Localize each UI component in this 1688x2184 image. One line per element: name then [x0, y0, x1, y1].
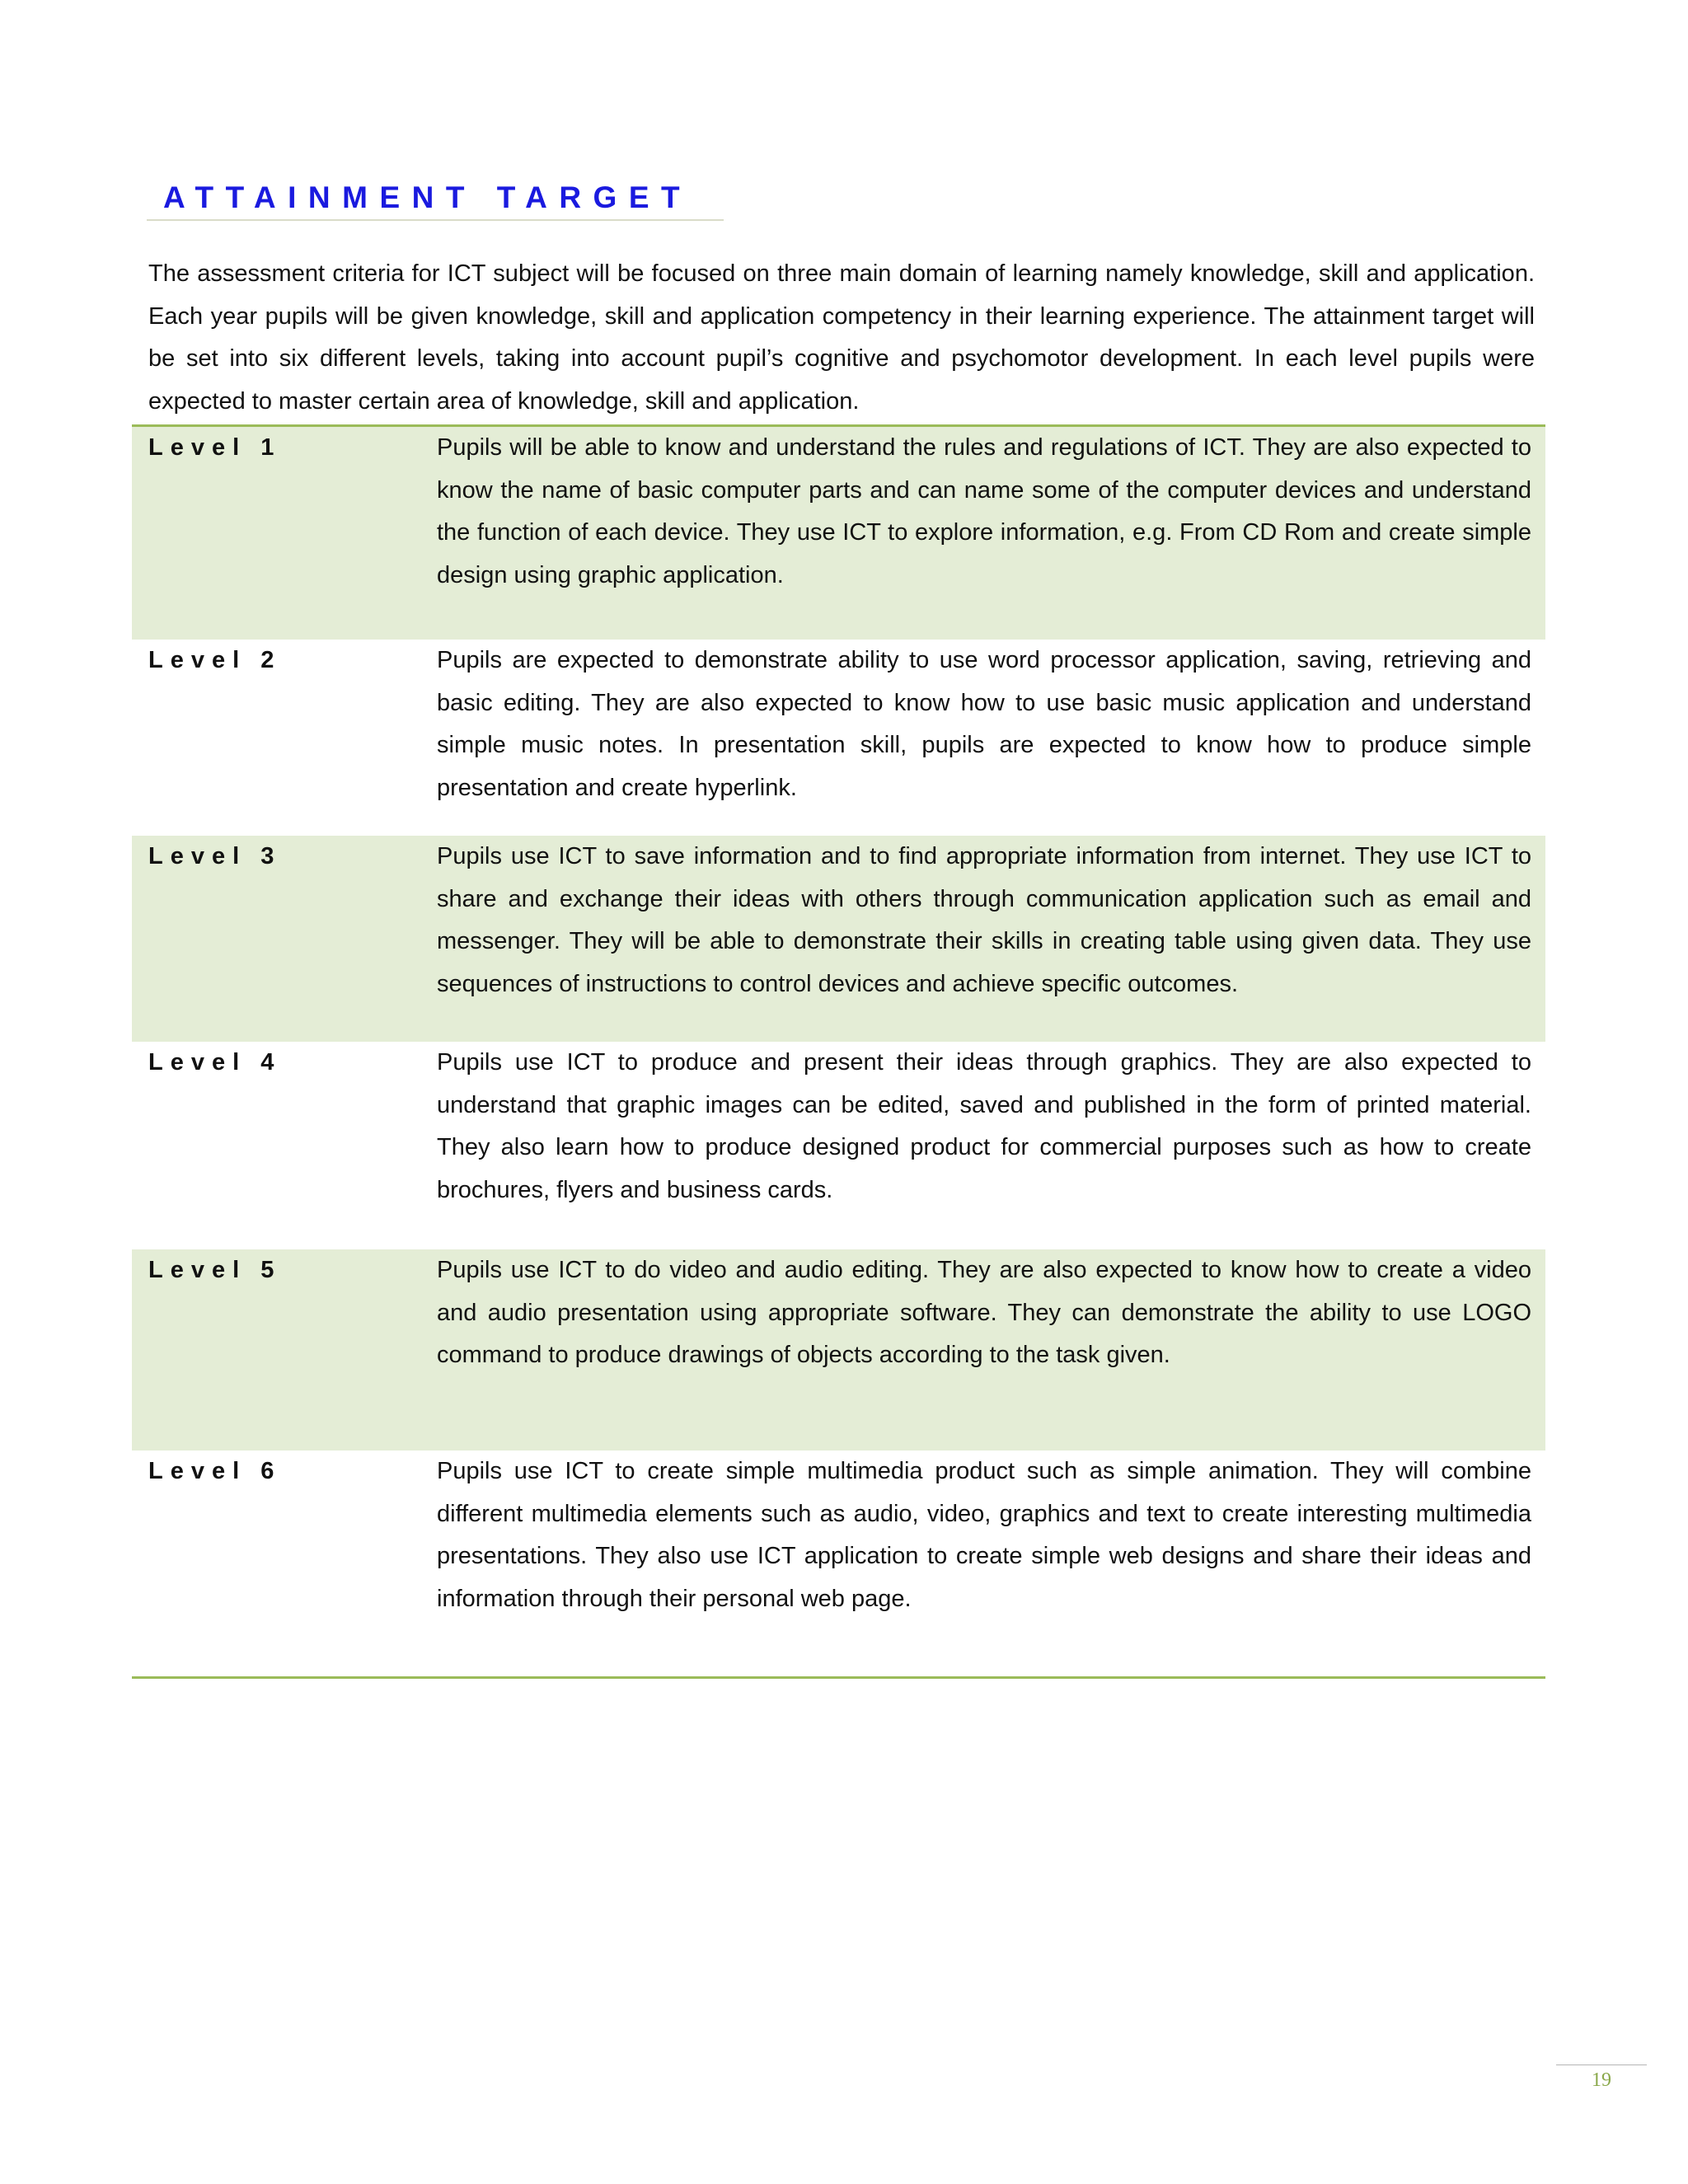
level-description: Pupils will be able to know and understand the rules and regulations of ICT. They are also expected to know the name of basic computer parts and can name some of the computer devices and understand the function of each device. They use ICT to explore information, e.g. From CD Rom and create simple design using graphic application.	[437, 434, 1531, 588]
level-row-1	[132, 427, 1545, 640]
level-description: Pupils use ICT to save information and to find appropriate information from internet. They use ICT to share and exchange their ideas with others through communication application such as email and messenger. They will be able to demonstrate their skills in creating table using given data. They use sequences of instructions to control devices and achieve specific outcomes.	[437, 843, 1531, 997]
page-number-rule	[1556, 2064, 1647, 2065]
level-description: Pupils use ICT to do video and audio editing. They are also expected to know how to create a video and audio presentation using appropriate software. They can demonstrate the ability to use LOGO command to produce drawings of objects according to the task given.	[437, 1257, 1531, 1368]
level-description: Pupils use ICT to produce and present their ideas through graphics. They are also expected to understand that graphic images can be edited, saved and published in the form of printed material. They also learn how to produce designed product for commercial purposes such as how to create brochures, flyers and business cards.	[437, 1049, 1531, 1203]
level-label: Level 1	[148, 434, 282, 461]
table-bottom-rule	[132, 1676, 1545, 1679]
level-row-4	[132, 1042, 1545, 1249]
level-label: Level 3	[148, 843, 282, 869]
level-row-3	[132, 836, 1545, 1042]
level-description: Pupils are expected to demonstrate ability to use word processor application, saving, retrieving and basic editing. They are also expected to know how to use basic music application and understand simple music notes. In presentation skill, pupils are expected to know how to produce simple presentation and create hyperlink.	[437, 647, 1531, 801]
intro-paragraph: The assessment criteria for ICT subject will be focused on three main domain of learning namely knowledge, skill and application. Each year pupils will be given knowledge, skill and application competency in their learning experience. The attainment target will be set into six different levels, taking into account pupil’s cognitive and psychomotor development. In each level pupils were expected to master certain area of knowledge, skill and application.	[148, 260, 1535, 415]
page-heading: ATTAINMENT TARGET	[163, 180, 692, 214]
level-row-2	[132, 640, 1545, 836]
level-description: Pupils use ICT to create simple multimedia product such as simple animation. They will combine different multimedia elements such as audio, video, graphics and text to create interesting multimedia presentations. They also use ICT application to create simple web designs and share their ideas and information through their personal web page.	[437, 1458, 1531, 1612]
level-row-6	[132, 1451, 1545, 1673]
page-number: 19	[1592, 2069, 1611, 2091]
level-label: Level 6	[148, 1458, 282, 1484]
level-label: Level 4	[148, 1049, 282, 1076]
level-row-5	[132, 1249, 1545, 1451]
level-label: Level 5	[148, 1257, 282, 1283]
level-label: Level 2	[148, 647, 282, 673]
heading-block	[147, 180, 724, 221]
